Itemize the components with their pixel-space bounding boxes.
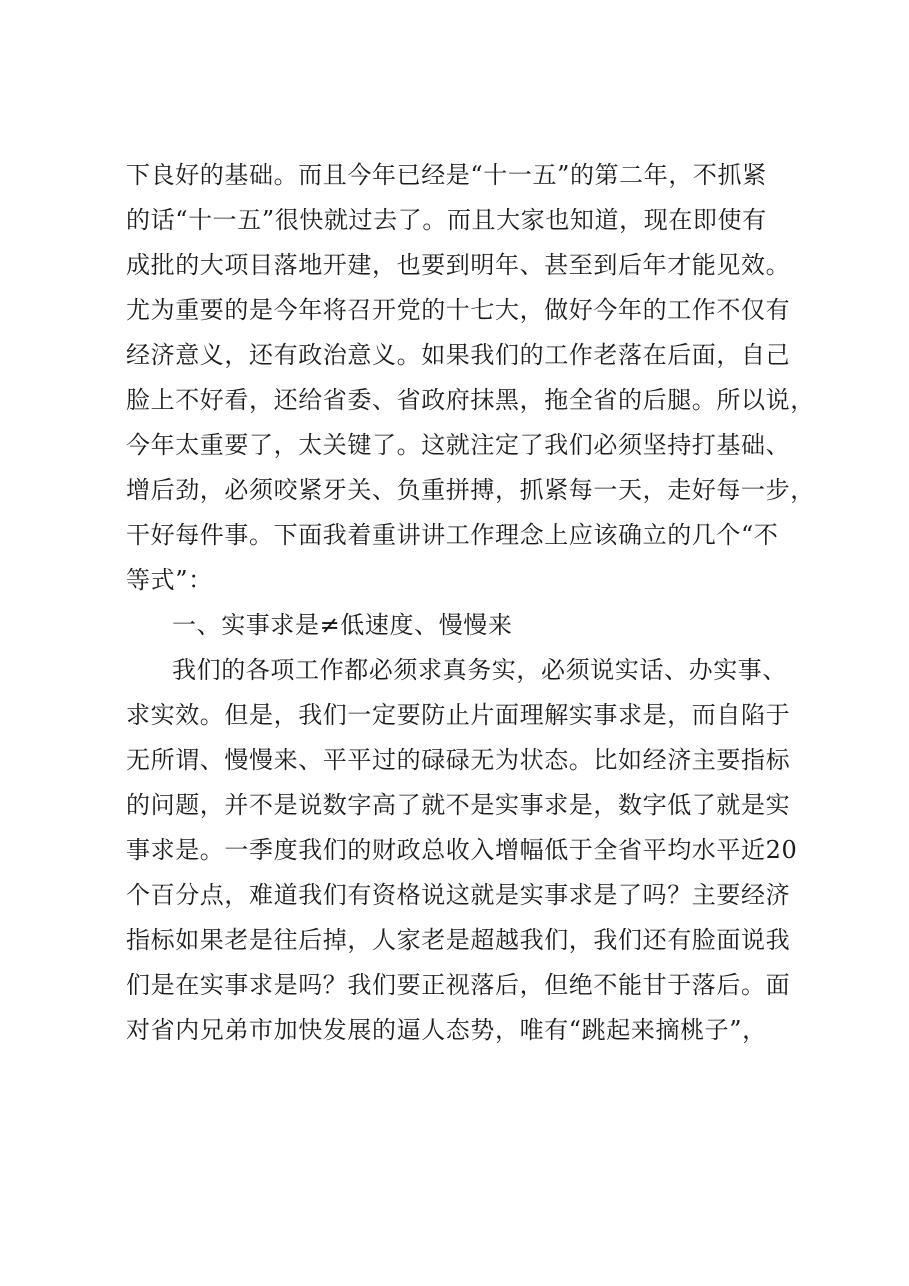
text-line: 经济意义，还有政治意义。如果我们的工作老落在后面，自己 [126, 341, 791, 369]
text-line: 的话“十一五”很快就过去了。而且大家也知道，现在即使有 [126, 206, 767, 234]
text-line: 干好每件事。下面我着重讲讲工作理念上应该确立的几个“不 [126, 521, 779, 549]
section-heading: 一、实事求是≠低速度、慢慢来 [172, 611, 513, 639]
text-line: 下良好的基础。而且今年已经是“十一五”的第二年，不抓紧 [126, 161, 767, 189]
text-line: 成批的大项目落地开建，也要到明年、甚至到后年才能见效。 [126, 251, 791, 279]
text-line: 事求是。一季度我们的财政总收入增幅低于全省平均水平近20 [126, 836, 798, 864]
text-line: 尤为重要的是今年将召开党的十七大，做好今年的工作不仅有 [126, 296, 791, 324]
text-line: 们是在实事求是吗？我们要正视落后，但绝不能甘于落后。面 [126, 971, 791, 999]
body-text [126, 158, 815, 1058]
text-line: 个百分点，难道我们有资格说这就是实事求是了吗？主要经济 [126, 881, 791, 909]
text-line: 我们的各项工作都必须求真务实，必须说实话、办实事、 [172, 656, 787, 684]
text-line: 增后劲，必须咬紧牙关、负重拼搏，抓紧每一天，走好每一步， [126, 476, 815, 504]
text-line: 的问题，并不是说数字高了就不是实事求是，数字低了就是实 [126, 791, 791, 819]
text-line: 今年太重要了，太关键了。这就注定了我们必须坚持打基础、 [126, 431, 791, 459]
text-line: 求实效。但是，我们一定要防止片面理解实事求是，而自陷于 [126, 701, 791, 729]
text-line: 无所谓、慢慢来、平平过的碌碌无为状态。比如经济主要指标 [126, 746, 791, 774]
text-line: 对省内兄弟市加快发展的逼人态势，唯有“跳起来摘桃子”， [126, 1016, 767, 1044]
text-line: 脸上不好看，还给省委、省政府抹黑，拖全省的后腿。所以说， [126, 386, 815, 414]
text-line: 等式”： [126, 566, 213, 594]
text-line: 指标如果老是往后掉，人家老是超越我们，我们还有脸面说我 [126, 926, 791, 954]
